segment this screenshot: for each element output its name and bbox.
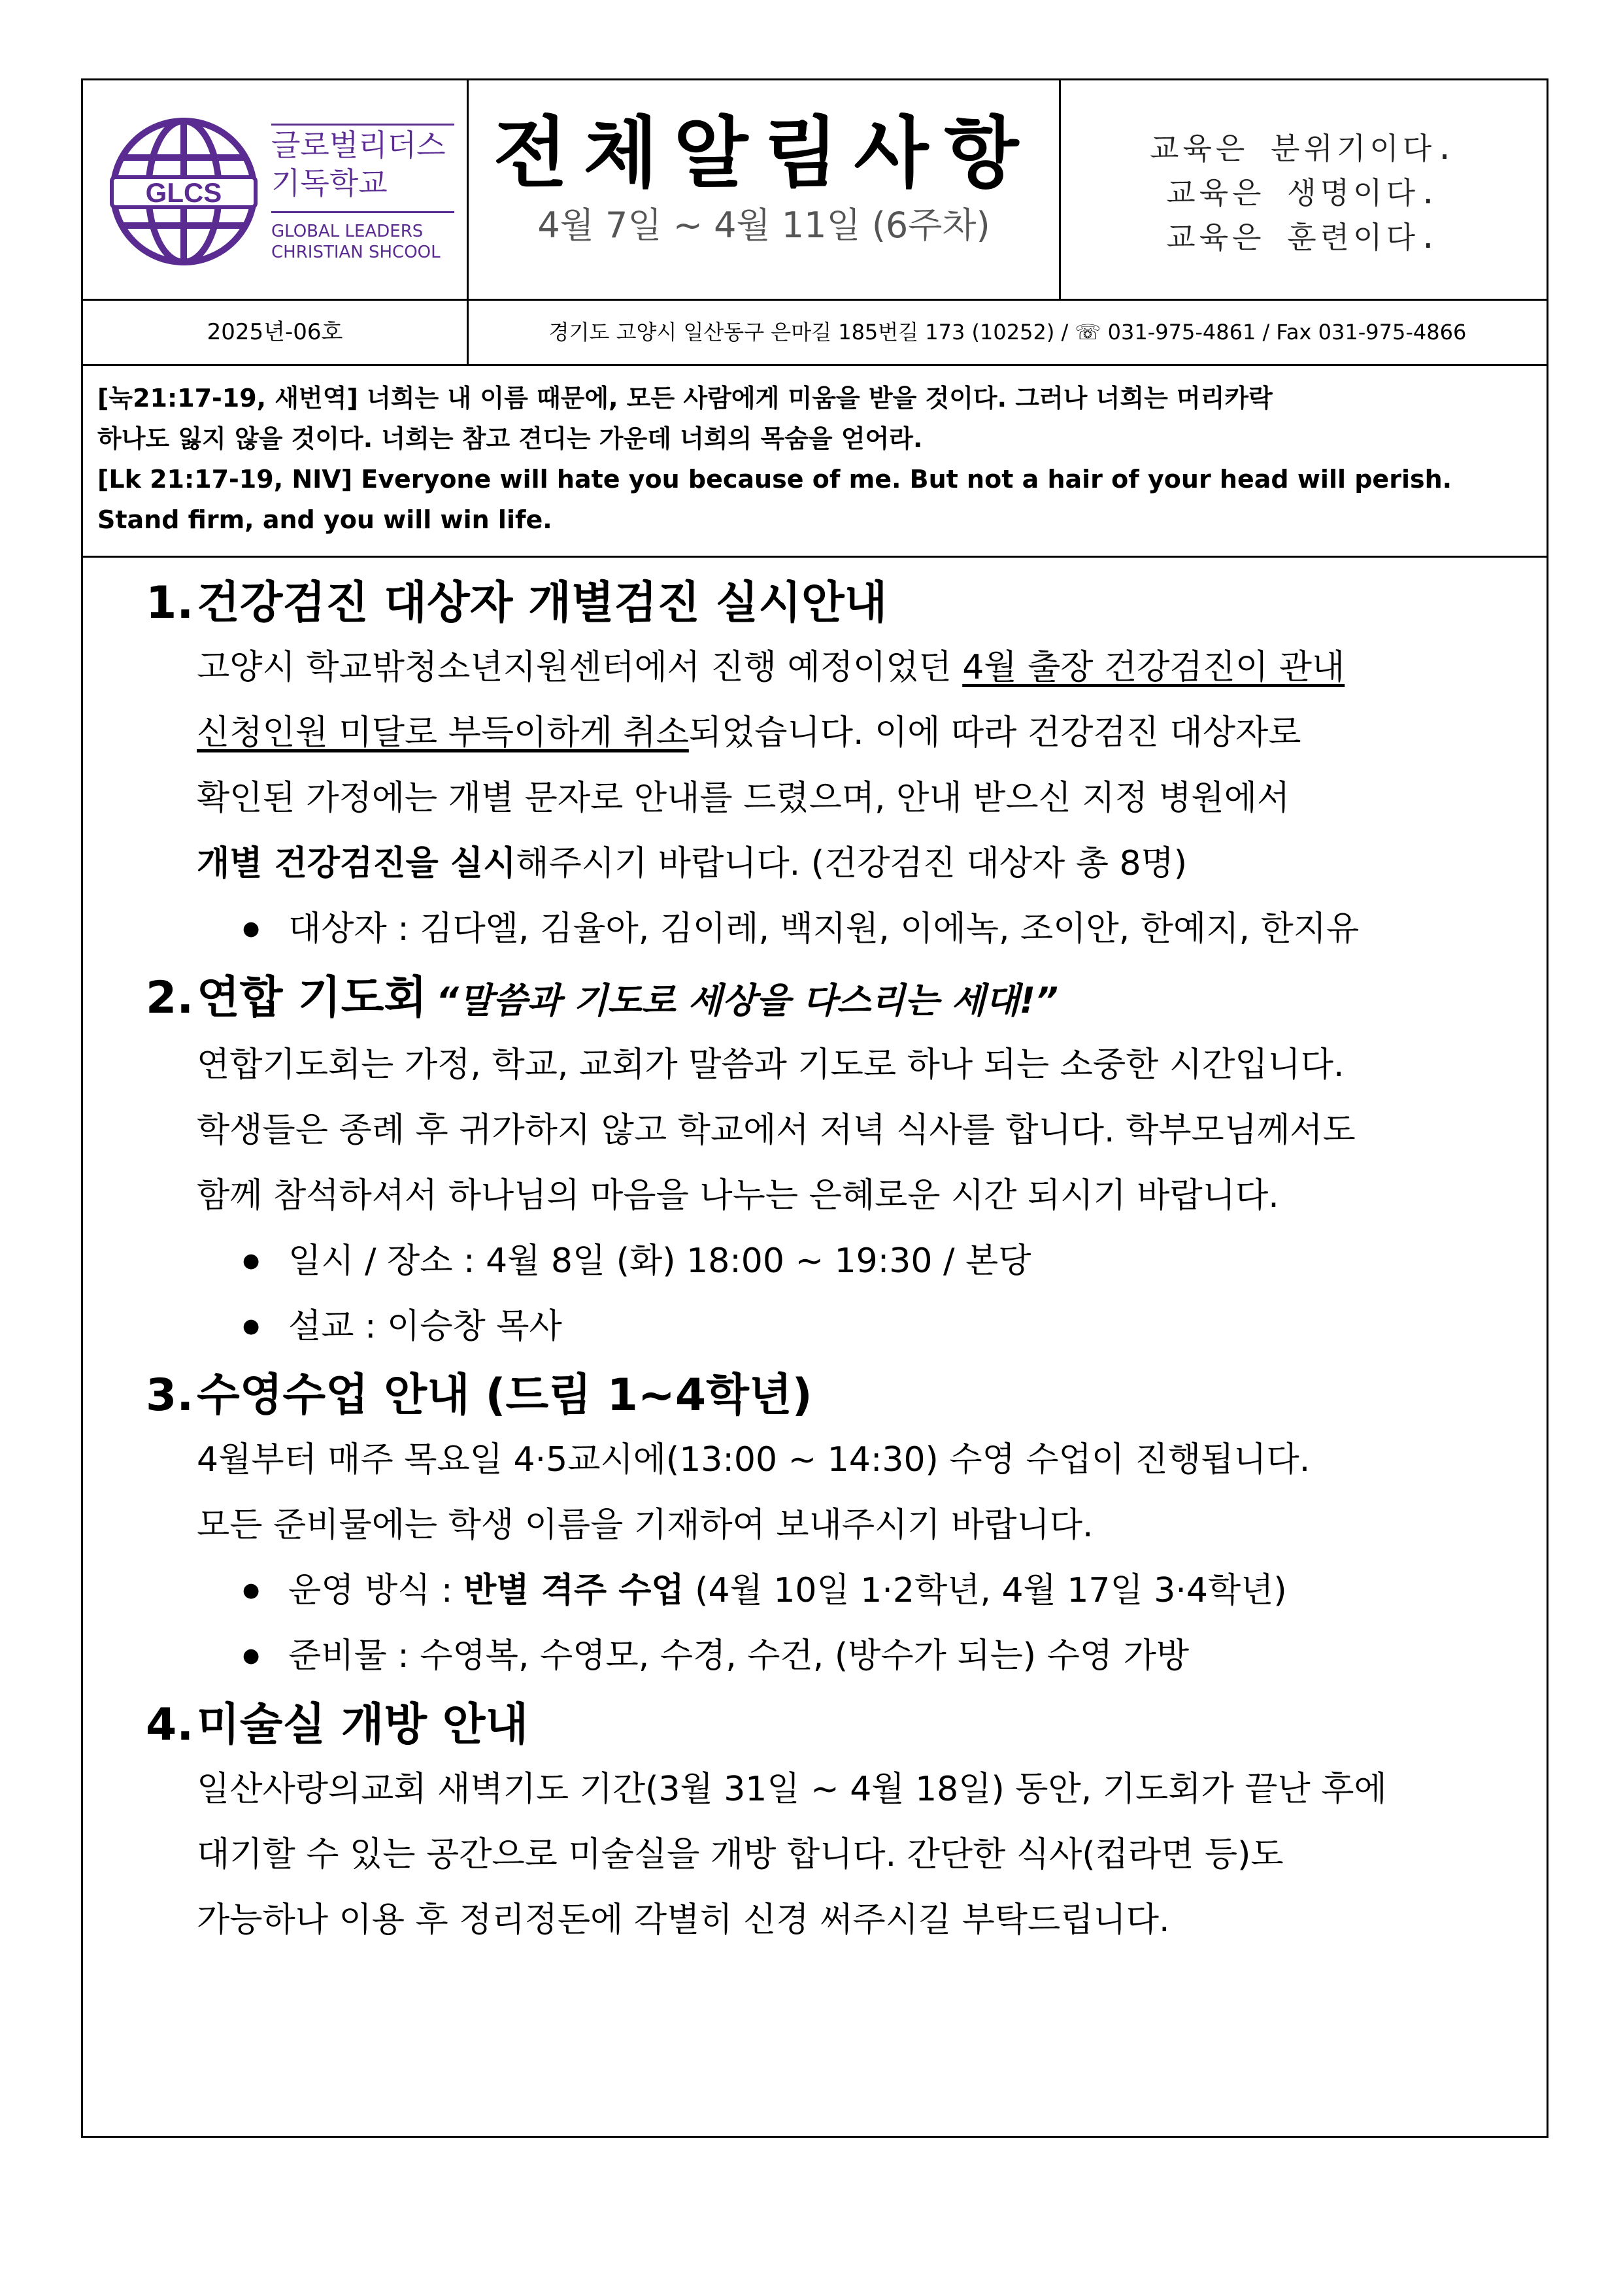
paragraph-line: 가능하나 이용 후 정리정돈에 각별히 신경 써주시길 부탁드립니다. <box>197 1900 1170 1940</box>
logo-rule-bottom <box>271 211 454 213</box>
section-health-checkup <box>146 572 1533 962</box>
glcs-globe-logo <box>107 114 261 269</box>
text-span: (4월 10일 1·2학년, 4월 17일 3·4학년) <box>684 1571 1287 1610</box>
paragraph-line: 함께 참석하셔서 하나님의 마음을 나누는 은혜로운 시간 되시기 바랍니다. <box>197 1176 1279 1215</box>
section-number: 3. <box>146 1370 194 1421</box>
school-name-ko-line1: 글로벌리더스 <box>271 127 446 163</box>
paragraph-line: 학생들은 종례 후 귀가하지 않고 학교에서 저녁 식사를 합니다. 학부모님께서도 <box>197 1111 1356 1150</box>
bullet-item: ● 대상자 : 김다엘, 김율아, 김이레, 백지원, 이에녹, 조이안, 한예지, 한지유 <box>243 896 1533 962</box>
section-title-text: 건강검진 대상자 개별검진 실시안내 <box>197 577 888 629</box>
week-range: 4월 7일 ~ 4월 11일 (6주차) <box>537 205 990 246</box>
paragraph-line <box>197 635 1533 700</box>
paragraph-line: 대기할 수 있는 공간으로 미술실을 개방 합니다. 간단한 식사(컵라면 등)도 <box>197 1835 1284 1874</box>
paragraph-line: 모든 준비물에는 학생 이름을 기재하여 보내주시기 바랍니다. <box>197 1506 1094 1545</box>
paragraph-line <box>197 700 1533 766</box>
section-subtitle: “말씀과 기도로 세상을 다스리는 세대!” <box>436 980 1058 1021</box>
section-title <box>146 967 1533 1032</box>
section-prayer-meeting <box>146 967 1533 1359</box>
info-row <box>83 301 1547 366</box>
underlined-text: 4월 출장 건강검진이 관내 <box>962 648 1345 687</box>
text-span: 되었습니다. 이에 따라 건강검진 대상자로 <box>688 713 1301 752</box>
section-title <box>146 1694 1533 1757</box>
school-name-en <box>271 221 441 263</box>
school-name-en-line1: GLOBAL LEADERS <box>271 222 424 241</box>
logo-text: GLCS <box>145 177 222 208</box>
header-row <box>83 80 1547 301</box>
motto-line-3: 교육은 훈련이다. <box>1166 220 1441 255</box>
text-span: 고양시 학교밖청소년지원센터에서 진행 예정이었던 <box>197 648 963 687</box>
section-swimming-class <box>146 1364 1533 1689</box>
paragraph-line <box>197 831 1533 896</box>
paragraph-line: 4월부터 매주 목요일 4·5교시에(13:00 ~ 14:30) 수영 수업이 진행됩니다. <box>197 1440 1311 1479</box>
bullet-item: ● 준비물 : 수영복, 수영모, 수경, 수건, (방수가 되는) 수영 가방 <box>243 1623 1533 1689</box>
school-logo-block <box>83 80 469 299</box>
motto-line-1: 교육은 분위기이다. <box>1150 131 1458 166</box>
bullet-item: ● 설교 : 이승창 목사 <box>243 1294 1533 1359</box>
bible-verse <box>83 366 1547 558</box>
section-title <box>146 572 1533 635</box>
section-title-text: 연합 기도회 <box>197 972 427 1024</box>
section-title <box>146 1364 1533 1427</box>
paragraph-line: 연합기도회는 가정, 학교, 교회가 말씀과 기도로 하나 되는 소중한 시간입니다. <box>197 1045 1345 1085</box>
verse-ko-line1: [눅21:17-19, 새번역] 너희는 내 이름 때문에, 모든 사람에게 미움을 받을 것이다. 그러나 너희는 머리카락 <box>97 384 1273 413</box>
paragraph-line: 확인된 가정에는 개별 문자로 안내를 드렸으며, 안내 받으신 지정 병원에서 <box>197 779 1290 818</box>
verse-en-line2: Stand firm, and you will win life. <box>97 505 552 534</box>
section-title-text: 미술실 개방 안내 <box>197 1699 529 1751</box>
verse-ko-line2: 하나도 잃지 않을 것이다. 너희는 참고 견디는 가운데 너희의 목숨을 얻어라. <box>97 424 923 453</box>
bold-text: 반별 격주 수업 <box>463 1571 684 1610</box>
section-number: 1. <box>146 577 194 629</box>
section-number: 2. <box>146 972 194 1024</box>
bullet-item: ● 일시 / 장소 : 4월 8일 (화) 18:00 ~ 19:30 / 본당 <box>243 1228 1533 1294</box>
section-art-room <box>146 1694 1533 1953</box>
verse-en-line1: [Lk 21:17-19, NIV] Everyone will hate you because of me. But not a hair of your head will perish. <box>97 465 1452 494</box>
school-name-en-line2: CHRISTIAN SHCOOL <box>271 243 441 262</box>
issue-number: 2025년-06호 <box>83 301 469 364</box>
school-address: 경기도 고양시 일산동구 은마길 185번길 173 (10252) / ☏ 031-975-4861 / Fax 031-975-4866 <box>548 320 1467 345</box>
notice-frame <box>81 78 1548 2138</box>
paragraph-line: 일산사랑의교회 새벽기도 기간(3월 31일 ~ 4월 18일) 동안, 기도회가 끝난 후에 <box>197 1770 1387 1809</box>
school-name-ko <box>271 126 461 202</box>
motto-block <box>1061 80 1547 299</box>
school-name-ko-line2: 기독학교 <box>271 165 388 201</box>
section-title-text: 수영수업 안내 (드림 1~4학년) <box>197 1370 812 1421</box>
notice-content <box>83 558 1547 1953</box>
motto-line-2: 교육은 생명이다. <box>1166 175 1441 211</box>
text-span: 해주시기 바랍니다. (건강검진 대상자 총 8명) <box>516 844 1188 883</box>
document-title: 전체알림사항 <box>493 108 1035 198</box>
section-number: 4. <box>146 1699 194 1751</box>
bullet-item <box>243 1558 1533 1623</box>
bold-text: 개별 건강검진을 실시 <box>197 844 516 883</box>
title-block <box>469 80 1061 299</box>
text-span: 운영 방식 : <box>288 1571 464 1610</box>
underlined-text: 신청인원 미달로 부득이하게 취소 <box>197 713 689 752</box>
logo-rule-top <box>271 124 454 126</box>
